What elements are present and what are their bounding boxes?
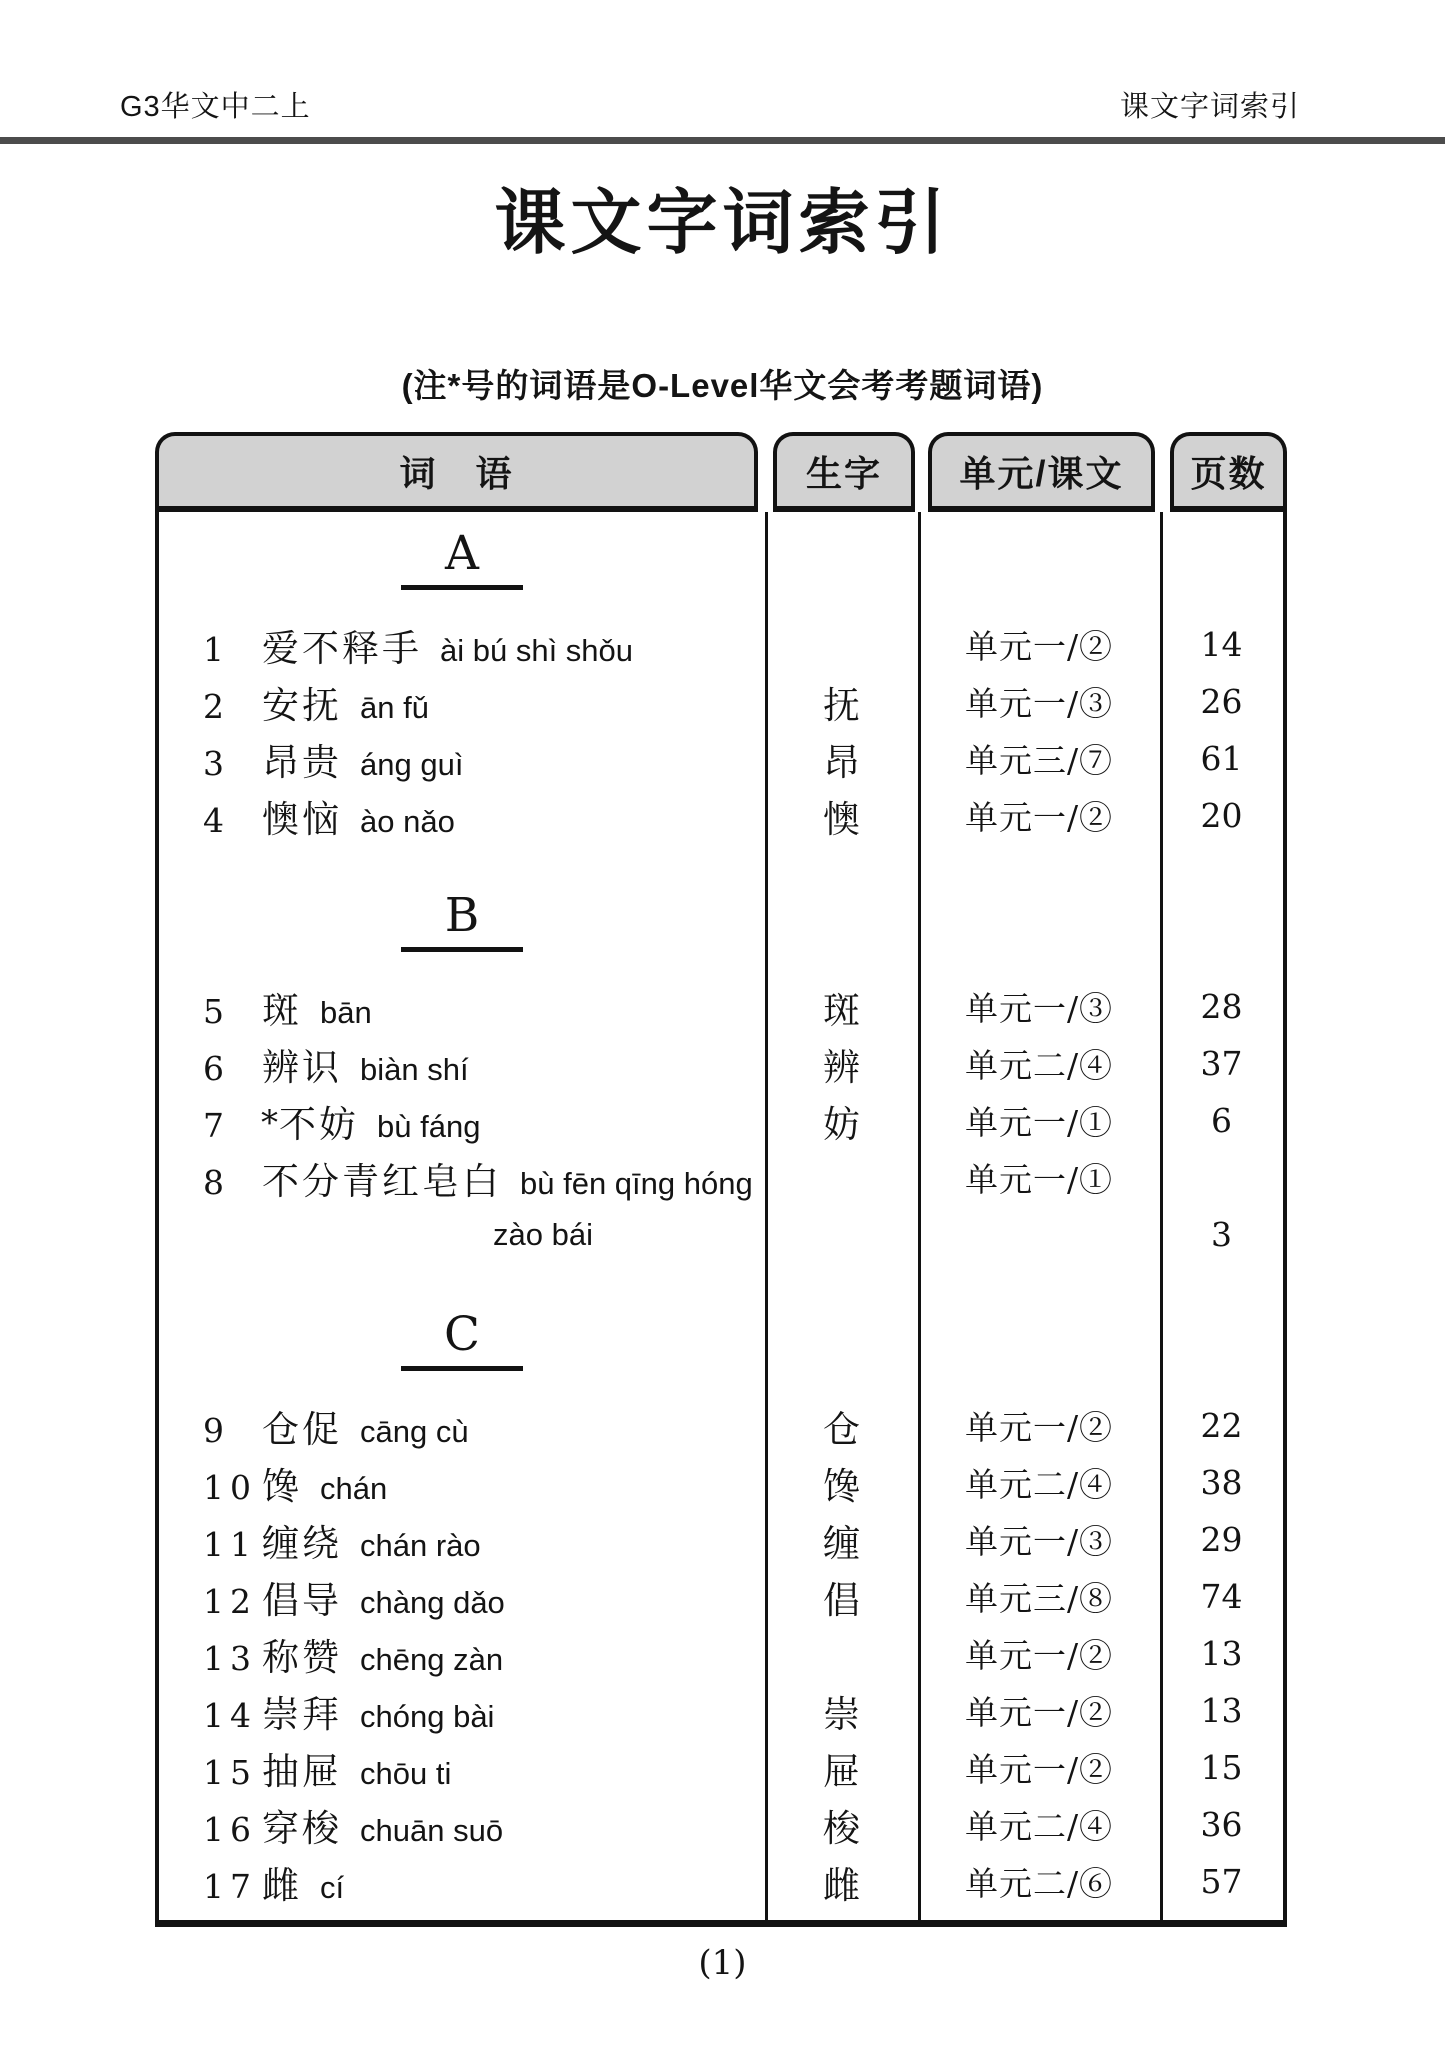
word-cn: 雌 (262, 1863, 302, 1907)
table-row (159, 1682, 1283, 1739)
unit-lesson-cell: 单元一/② (964, 1636, 1114, 1675)
header-rule (0, 137, 1445, 144)
new-char-cell: 昂 (823, 740, 860, 784)
word-cn: 抽屉 (262, 1749, 342, 1793)
word-cn: 倡导 (262, 1578, 342, 1622)
section-heading-inner (159, 1307, 765, 1371)
column-header-word: 词 语 (155, 432, 758, 512)
page-number-cell: 57 (1200, 1862, 1243, 1901)
row-number: 9 (203, 1410, 230, 1450)
new-char-cell: 妨 (823, 1102, 860, 1146)
page-number-footer: (1) (698, 1943, 747, 1983)
word-cn: 爱不释手 (262, 626, 422, 670)
row-number: 17 (203, 1866, 257, 1906)
table-row (159, 1739, 1283, 1796)
row-number: 5 (203, 991, 230, 1031)
row-number: 7 (203, 1105, 230, 1145)
star-marker: * (261, 1102, 278, 1143)
vocab-index-table (155, 432, 1287, 1927)
running-header-left: G3华文中二上 (120, 91, 311, 123)
table-row (159, 978, 1283, 1035)
word-pinyin: bān (320, 994, 372, 1030)
row-number: 13 (203, 1638, 257, 1678)
new-char-cell: 倡 (823, 1578, 860, 1622)
row-number: 16 (203, 1809, 257, 1849)
table-body (155, 512, 1287, 1927)
word-cn: 懊恼 (262, 797, 342, 841)
unit-lesson-cell: 单元二/④ (964, 1807, 1114, 1846)
section-heading (159, 888, 1283, 978)
table-row-continuation (159, 1206, 1283, 1263)
unit-lesson-cell: 单元一/① (964, 1103, 1114, 1142)
table-row (159, 787, 1283, 844)
table-row (159, 1454, 1283, 1511)
section-letter: C (444, 1307, 480, 1362)
word-cn: 称赞 (262, 1635, 342, 1679)
table-row (159, 1853, 1283, 1910)
column-header-newchar: 生字 (773, 432, 915, 512)
section-underline (401, 1366, 523, 1371)
page-number-cell: 28 (1200, 987, 1243, 1026)
section-underline (401, 947, 523, 952)
unit-lesson-cell: 单元一/② (964, 798, 1114, 837)
page-number-cell: 13 (1200, 1691, 1243, 1730)
row-number: 6 (203, 1048, 230, 1088)
table-row (159, 1511, 1283, 1568)
row-number: 2 (203, 686, 230, 726)
page-number-cell: 15 (1200, 1748, 1243, 1787)
word-cn: 不妨 (279, 1102, 359, 1146)
table-row (159, 1625, 1283, 1682)
section-underline (401, 585, 523, 590)
word-cn: 仓促 (262, 1407, 342, 1451)
word-cn: 缠绕 (262, 1521, 342, 1565)
table-row (159, 1397, 1283, 1454)
table-row (159, 673, 1283, 730)
unit-lesson-cell: 单元二/⑥ (964, 1864, 1114, 1903)
row-number: 1 (203, 629, 230, 669)
row-number: 12 (203, 1581, 257, 1621)
section-heading (159, 526, 1283, 616)
word-pinyin: ào nǎo (360, 803, 455, 839)
word-pinyin: cāng cù (360, 1413, 469, 1449)
column-header-page: 页数 (1170, 432, 1287, 512)
unit-lesson-cell: 单元一/② (964, 1750, 1114, 1789)
page-number-cell: 29 (1200, 1520, 1243, 1559)
running-header (120, 84, 1300, 125)
page-number-cell: 37 (1200, 1044, 1243, 1083)
new-char-cell: 仓 (823, 1407, 860, 1451)
new-char-cell: 梭 (823, 1806, 860, 1850)
page-number-cell: 22 (1200, 1406, 1243, 1445)
page-subtitle: (注*号的词语是O-Level华文会考考题词语) (401, 367, 1044, 404)
page-number-cell: 38 (1200, 1463, 1243, 1502)
column-divider (765, 512, 768, 1920)
word-cn: 斑 (262, 988, 302, 1032)
page-number-cell: 36 (1200, 1805, 1243, 1844)
word-pinyin: chuān suō (360, 1812, 504, 1848)
word-pinyin: chēng zàn (360, 1641, 504, 1677)
new-char-cell: 懊 (823, 797, 860, 841)
word-cn: 穿梭 (262, 1806, 342, 1850)
word-pinyin: ān fǔ (360, 689, 429, 725)
new-char-cell: 雌 (823, 1863, 860, 1907)
table-row (159, 1149, 1283, 1206)
page-number-cell: 20 (1200, 796, 1243, 835)
word-pinyin: ài bú shì shǒu (440, 632, 634, 668)
row-number: 14 (203, 1695, 257, 1735)
page-number-cell: 61 (1200, 739, 1243, 778)
word-pinyin: biàn shí (360, 1051, 469, 1087)
word-pinyin: chàng dǎo (360, 1584, 505, 1620)
section-heading-inner (159, 526, 765, 590)
unit-lesson-cell: 单元二/④ (964, 1046, 1114, 1085)
unit-lesson-cell: 单元一/③ (964, 989, 1114, 1028)
page-title: 课文字词索引 (494, 184, 951, 263)
word-pinyin: chōu ti (360, 1755, 452, 1791)
row-number: 11 (203, 1524, 257, 1564)
word-cn: 安抚 (262, 683, 342, 727)
table-row (159, 1796, 1283, 1853)
row-number: 10 (203, 1467, 257, 1507)
unit-lesson-cell: 单元一/① (964, 1160, 1114, 1199)
row-number: 3 (203, 743, 230, 783)
word-pinyin: cí (320, 1869, 345, 1905)
page-number-cell: 14 (1200, 625, 1243, 664)
unit-lesson-cell: 单元一/② (964, 627, 1114, 666)
section-letter: B (444, 888, 480, 943)
new-char-cell: 崇 (823, 1692, 860, 1736)
column-divider (1160, 512, 1163, 1920)
word-cn: 不分青红皂白 (262, 1159, 502, 1203)
section-heading-inner (159, 888, 765, 952)
word-pinyin-line2: zào bái (493, 1216, 593, 1252)
word-pinyin: bù fēn qīng hóng (520, 1165, 753, 1201)
running-header-right: 课文字词索引 (1119, 91, 1300, 123)
word-cn: 昂贵 (262, 740, 342, 784)
row-number: 8 (203, 1162, 230, 1202)
new-char-cell: 馋 (823, 1464, 860, 1508)
word-pinyin: áng guì (360, 746, 464, 782)
section-heading (159, 1307, 1283, 1397)
section-letter: A (445, 526, 479, 581)
new-char-cell: 缠 (823, 1521, 860, 1565)
new-char-cell: 斑 (823, 988, 860, 1032)
word-pinyin: bù fáng (377, 1108, 481, 1144)
row-number: 4 (203, 800, 230, 840)
word-cn: 崇拜 (262, 1692, 342, 1736)
page-number-cell: 74 (1200, 1577, 1243, 1616)
unit-lesson-cell: 单元一/③ (964, 684, 1114, 723)
row-number: 15 (203, 1752, 257, 1792)
table-header-row (155, 432, 1287, 512)
page-number-cell: 3 (1211, 1215, 1232, 1254)
word-pinyin: chán rào (360, 1527, 481, 1563)
new-char-cell: 辨 (823, 1045, 860, 1089)
table-row (159, 730, 1283, 787)
word-pinyin: chán (320, 1470, 388, 1506)
new-char-cell: 屉 (823, 1749, 860, 1793)
table-row (159, 616, 1283, 673)
page-number-cell: 13 (1200, 1634, 1243, 1673)
new-char-cell: 抚 (823, 683, 860, 727)
unit-lesson-cell: 单元二/④ (964, 1465, 1114, 1504)
word-cn: 辨识 (262, 1045, 342, 1089)
table-row (159, 1568, 1283, 1625)
table-row (159, 1092, 1283, 1149)
column-divider (918, 512, 921, 1920)
unit-lesson-cell: 单元一/② (964, 1693, 1114, 1732)
table-row (159, 1035, 1283, 1092)
column-header-unit: 单元/课文 (928, 432, 1155, 512)
page-number-cell: 6 (1211, 1101, 1232, 1140)
unit-lesson-cell: 单元三/⑧ (964, 1579, 1114, 1618)
word-pinyin: chóng bài (360, 1698, 495, 1734)
unit-lesson-cell: 单元一/③ (964, 1522, 1114, 1561)
unit-lesson-cell: 单元三/⑦ (964, 741, 1114, 780)
unit-lesson-cell: 单元一/② (964, 1408, 1114, 1447)
page-number-cell: 26 (1200, 682, 1243, 721)
word-cn: 馋 (262, 1464, 302, 1508)
